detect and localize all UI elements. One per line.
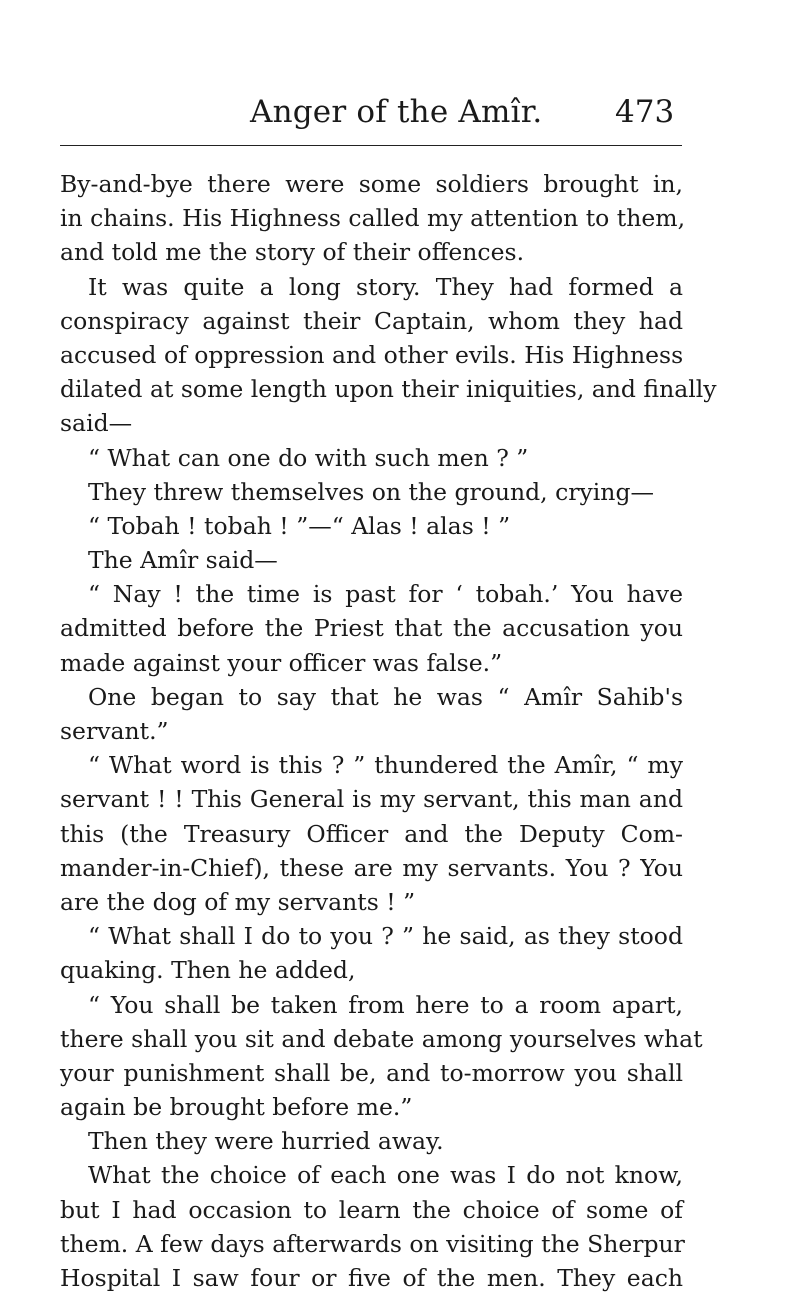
page-number: 473 bbox=[615, 94, 675, 130]
header-rule bbox=[60, 145, 682, 146]
text-line: They threw themselves on the ground, crying— bbox=[88, 477, 654, 506]
body-text bbox=[60, 167, 717, 1295]
text-line: quaking. Then he added, bbox=[60, 956, 356, 985]
text-line: By-and-bye there were some soldiers brought in, bbox=[60, 170, 683, 198]
page-header bbox=[0, 92, 800, 132]
text-line: mander-in-Chief), these are my servants. You ? You bbox=[60, 853, 683, 882]
text-line: Hospital I saw four or five of the men. They each bbox=[60, 1264, 683, 1292]
text-line: servant.” bbox=[60, 717, 169, 745]
text-line: “ You shall be taken from here to a room apart, bbox=[88, 990, 683, 1019]
text-line: conspiracy against their Captain, whom they had bbox=[60, 306, 683, 335]
text-line: “ What word is this ? ” thundered the Amîr, “ my bbox=[88, 751, 683, 780]
text-line: It was quite a long story. They had formed a bbox=[88, 272, 683, 301]
text-line: The Amîr said— bbox=[88, 546, 278, 575]
text-line: admitted before the Priest that the accusation you bbox=[60, 614, 683, 643]
text-line: there shall you sit and debate among yourselves what bbox=[60, 1024, 703, 1053]
text-line: What the choice of each one was I do not know, bbox=[88, 1161, 683, 1190]
text-line: “ What can one do with such men ? ” bbox=[88, 443, 529, 472]
text-line: “ Tobah ! tobah ! ”—“ Alas ! alas ! ” bbox=[88, 511, 511, 540]
text-line: “ What shall I do to you ? ” he said, as they stood bbox=[88, 922, 683, 951]
text-line: but I had occasion to learn the choice of some of bbox=[60, 1195, 683, 1224]
text-line: again be brought before me.” bbox=[60, 1093, 413, 1122]
text-line: Then they were hurried away. bbox=[88, 1127, 444, 1156]
text-line: dilated at some length upon their iniquities, and finally bbox=[60, 375, 717, 404]
text-line: said— bbox=[60, 409, 133, 438]
text-line: “ Nay ! the time is past for ‘ tobah.’ You have bbox=[88, 580, 683, 609]
text-line: are the dog of my servants ! ” bbox=[60, 887, 416, 916]
text-line: made against your officer was false.” bbox=[60, 648, 503, 677]
text-line: One began to say that he was “ Amîr Sahib's bbox=[88, 682, 683, 711]
text-line: servant ! ! This General is my servant, this man and bbox=[60, 785, 683, 814]
text-line: them. A few days afterwards on visiting the Sherpur bbox=[60, 1229, 685, 1258]
running-title: Anger of the Amîr. bbox=[250, 94, 543, 130]
text-line: accused of oppression and other evils. His Highness bbox=[60, 340, 684, 369]
text-line: and told me the story of their offences. bbox=[60, 238, 525, 267]
text-line: this (the Treasury Officer and the Deputy Com- bbox=[60, 819, 683, 848]
text-line: in chains. His Highness called my attention to them, bbox=[60, 204, 686, 233]
text-line: your punishment shall be, and to-morrow you shall bbox=[60, 1058, 683, 1087]
